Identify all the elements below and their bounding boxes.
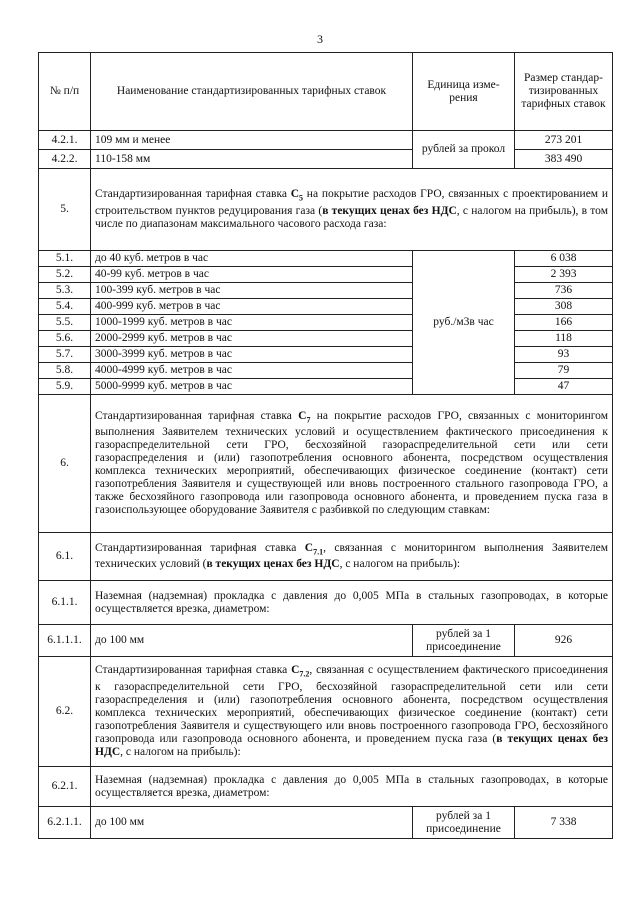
row-num: 5.9. xyxy=(39,379,91,395)
row-num: 5.6. xyxy=(39,331,91,347)
row-num: 6.1.1.1. xyxy=(39,625,91,657)
row-num: 5.1. xyxy=(39,251,91,267)
section-6-row xyxy=(39,395,613,533)
row-name: 5000-9999 куб. метров в час xyxy=(91,379,413,395)
section-6-1-row xyxy=(39,533,613,581)
section-num: 5. xyxy=(39,169,91,251)
table-row xyxy=(39,283,613,299)
row-name: 110-158 мм xyxy=(91,150,413,169)
section-num: 6.1. xyxy=(39,533,91,581)
section-5-text: Стандартизированная тарифная ставка $С_5$ на покрытие расходов ГРО, связанных с проектированием и строительством пунктов редуцирования газа (в текущих ценах без НДС, с налогом на прибыль), в том числе по диапазонам максимального часового расхода газа: xyxy=(91,169,613,251)
section-6-2-1-row xyxy=(39,767,613,807)
row-value: 383 490 xyxy=(515,150,613,169)
tariff-table xyxy=(38,52,613,839)
row-name: до 100 мм xyxy=(91,625,413,657)
row-value: 308 xyxy=(515,299,613,315)
row-value: 93 xyxy=(515,347,613,363)
table-row xyxy=(39,625,613,657)
table-row xyxy=(39,347,613,363)
table-row xyxy=(39,379,613,395)
section-6-1-text: Стандартизированная тарифная ставка $С_{7.1}$, связанная с мониторингом выполнения Заявителем технических условий (в текущих ценах без НДС, с налогом на прибыль): xyxy=(91,533,613,581)
table-row xyxy=(39,315,613,331)
table-row xyxy=(39,299,613,315)
row-unit: рублей за 1 присоединение xyxy=(413,625,515,657)
section-num: 6.2. xyxy=(39,657,91,767)
row-value: 7 338 xyxy=(515,807,613,839)
row-value: 47 xyxy=(515,379,613,395)
table-row xyxy=(39,331,613,347)
table-row xyxy=(39,131,613,150)
table-row xyxy=(39,267,613,283)
row-unit: рублей за прокол xyxy=(413,131,515,169)
row-unit: рублей за 1 присоединение xyxy=(413,807,515,839)
row-num: 4.2.1. xyxy=(39,131,91,150)
row-name: до 100 мм xyxy=(91,807,413,839)
row-num: 6.2.1.1. xyxy=(39,807,91,839)
row-value: 79 xyxy=(515,363,613,379)
row-name: 1000-1999 куб. метров в час xyxy=(91,315,413,331)
row-name: 400-999 куб. метров в час xyxy=(91,299,413,315)
row-name: 2000-2999 куб. метров в час xyxy=(91,331,413,347)
row-num: 5.2. xyxy=(39,267,91,283)
row-num: 4.2.2. xyxy=(39,150,91,169)
row-value: 2 393 xyxy=(515,267,613,283)
row-value: 166 xyxy=(515,315,613,331)
row-num: 5.4. xyxy=(39,299,91,315)
section-num: 6.2.1. xyxy=(39,767,91,807)
table-row xyxy=(39,807,613,839)
section-5-row xyxy=(39,169,613,251)
row-name: 4000-4999 куб. метров в час xyxy=(91,363,413,379)
section-6-2-1-text: Наземная (надземная) прокладка с давления до 0,005 МПа в стальных газопроводах, в которые осуществляется врезка, диаметром: xyxy=(91,767,613,807)
section-6-2-text: Стандартизированная тарифная ставка $С_{7.2}$, связанная с осуществлением фактического присоединения к газораспределительной сети ГРО, бесхозяйной газораспределительной сети или сети газораспределения и (или) газопотребления основного абонента, посредством осуществления комплекса технических мероприятий, обеспечивающих физическое соединение (контакт) сети газопотребления Заявителя и существующего или вновь построенного газопровода ГРО, бесхозяйного газопровода или газопровода основного абонента, и проведением пуска газа (в текущих ценах без НДС, с налогом на прибыль): xyxy=(91,657,613,767)
table-row xyxy=(39,150,613,169)
row-name: 40-99 куб. метров в час xyxy=(91,267,413,283)
row-value: 273 201 xyxy=(515,131,613,150)
row-name: 100-399 куб. метров в час xyxy=(91,283,413,299)
row-num: 5.8. xyxy=(39,363,91,379)
row-name: 3000-3999 куб. метров в час xyxy=(91,347,413,363)
section-num: 6. xyxy=(39,395,91,533)
header-name: Наименование стандартизированных тарифных ставок xyxy=(91,53,413,131)
row-name: до 40 куб. метров в час xyxy=(91,251,413,267)
row-unit: руб./м3в час xyxy=(413,251,515,395)
row-num: 5.7. xyxy=(39,347,91,363)
row-num: 5.3. xyxy=(39,283,91,299)
table-row xyxy=(39,363,613,379)
header-num: № п/п xyxy=(39,53,91,131)
section-num: 6.1.1. xyxy=(39,581,91,625)
section-6-2-row xyxy=(39,657,613,767)
section-6-1-1-row xyxy=(39,581,613,625)
page-number: 3 xyxy=(317,32,323,46)
section-6-1-1-text: Наземная (надземная) прокладка с давления до 0,005 МПа в стальных газопроводах, в которые осуществляется врезка, диаметром: xyxy=(91,581,613,625)
header-unit: Единица изме-рения xyxy=(413,53,515,131)
row-num: 5.5. xyxy=(39,315,91,331)
table-row xyxy=(39,251,613,267)
row-value: 118 xyxy=(515,331,613,347)
header-size: Размер стандар-тизированных тарифных ставок xyxy=(515,53,613,131)
table-header-row xyxy=(39,53,613,131)
section-6-text: Стандартизированная тарифная ставка $С_7$ на покрытие расходов ГРО, связанных с мониторингом выполнения Заявителем технических условий и осуществлением фактического присоединения к газораспределительной сети ГРО, бесхозяйной газораспределительной сети или сети газораспределения и (или) газопотребления основного абонента, посредством осуществления комплекса технических мероприятий, обеспечивающих физическое соединение (контакт) сети газопотребления Заявителя и существующей или вновь построенного стального газопровода ГРО, а также бесхозяйного газопровода или газопровода основного абонента, и проведением пуска газа в газоиспользующее оборудование Заявителя с разбивкой по следующим ставкам: xyxy=(91,395,613,533)
row-value: 926 xyxy=(515,625,613,657)
row-name: 109 мм и менее xyxy=(91,131,413,150)
row-value: 736 xyxy=(515,283,613,299)
row-value: 6 038 xyxy=(515,251,613,267)
